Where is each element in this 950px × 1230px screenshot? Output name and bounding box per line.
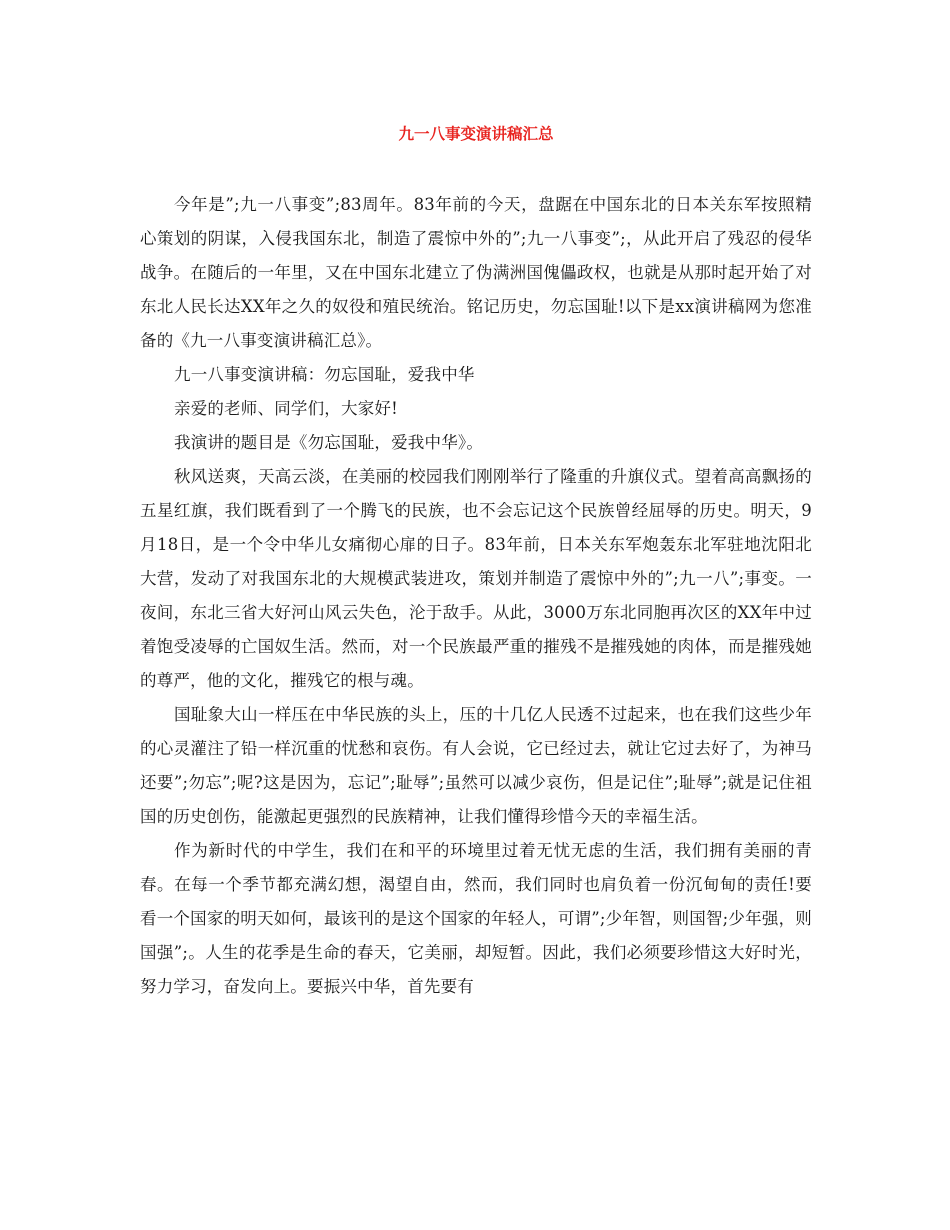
speech-topic-line: 我演讲的题目是《勿忘国耻，爱我中华》。 — [174, 433, 484, 452]
intro-paragraph: 今年是”;九一八事变”;83周年。83年前的今天，盘踞在中国东北的日本关东军按照精心策划的阴谋，入侵我国东北，制造了震惊中外的”;九一八事变”;，从此开启了残忍的侵华战争。在随后的一年里，又在中国东北建立了伪满洲国傀儡政权，也就是从那时起开始了对东北人民长达XX年之久的奴役和殖民统治。铭记历史，勿忘国耻!以下是xx演讲稿网为您准备的《九一八事变演讲稿汇总》。 — [140, 195, 812, 350]
body-paragraph: 秋风送爽，天高云淡，在美丽的校园我们刚刚举行了隆重的升旗仪式。望着高高飘扬的五星红旗，我们既看到了一个腾飞的民族，也不会忘记这个民族曾经屈辱的历史。明天，9月18日，是一个令中华儿女痛彻心扉的日子。83年前，日本关东军炮轰东北军驻地沈阳北大营，发动了对我国东北的大规模武装进攻，策划并制造了震惊中外的”;九一八”;事变。一夜间，东北三省大好河山风云失色，沦于敌手。从此，3000万东北同胞再次区的XX年中过着饱受凌辱的亡国奴生活。然而，对一个民族最严重的摧残不是摧残她的肉体，而是摧残她的尊严，他的文化，摧残它的根与魂。 — [140, 467, 812, 690]
body-paragraph: 作为新时代的中学生，我们在和平的环境里过着无忧无虑的生活，我们拥有美丽的青春。在每一个季节都充满幻想，渴望自由，然而，我们同时也肩负着一份沉甸甸的责任!要看一个国家的明天如何，最该刊的是这个国家的年轻人，可谓”;少年智，则国智;少年强，则国强”;。人生的花季是生命的春天，它美丽，却短暂。因此，我们必须要珍惜这大好时光，努力学习，奋发向上。要振兴中华，首先要有 — [140, 841, 812, 996]
speech-heading: 九一八事变演讲稿：勿忘国耻，爱我中华 — [174, 365, 475, 384]
document-title: 九一八事变演讲稿汇总 — [398, 124, 554, 143]
document-body — [140, 188, 812, 1004]
greeting-line: 亲爱的老师、同学们，大家好! — [174, 399, 398, 418]
body-paragraph: 国耻象大山一样压在中华民族的头上，压的十几亿人民透不过起来，也在我们这些少年的心灵灌注了铅一样沉重的忧愁和哀伤。有人会说，它已经过去，就让它过去好了，为神马还要”;勿忘”;呢?这是因为，忘记”;耻辱”;虽然可以减少哀伤，但是记住”;耻辱”;就是记住祖国的历史创伤，能激起更强烈的民族精神，让我们懂得珍惜今天的幸福生活。 — [140, 705, 812, 826]
